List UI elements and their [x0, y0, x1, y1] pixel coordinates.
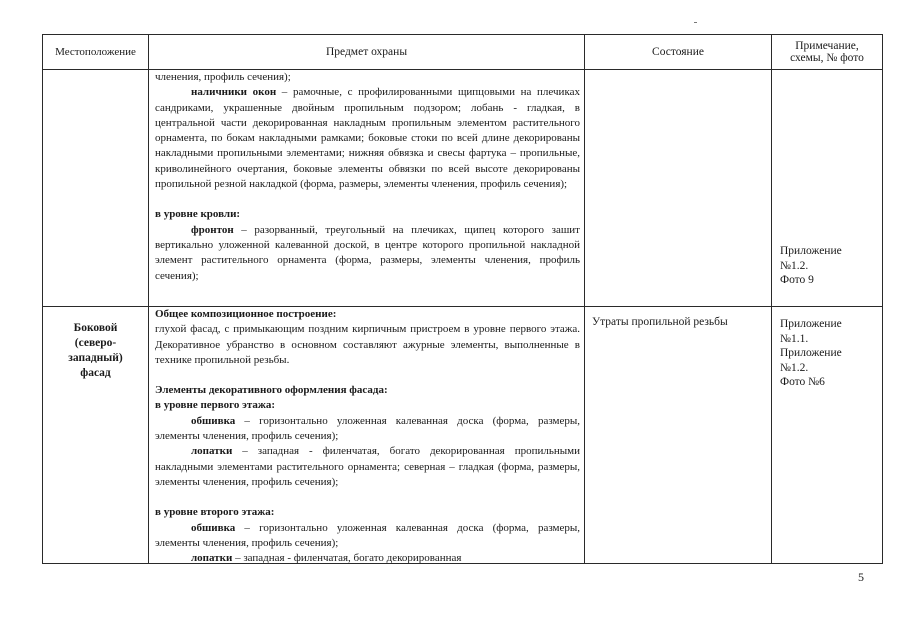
scan-mark [694, 22, 697, 23]
term-pilasters: лопатки [191, 445, 233, 458]
section-heading: Общее композиционное построение: [155, 308, 337, 320]
header-note-line2: схемы, № фото [790, 52, 864, 64]
subject-cell [149, 307, 585, 564]
state-text: Утраты пропильной резьбы [592, 316, 728, 328]
header-note-line1: Примечание, [795, 40, 859, 52]
protection-subject-table [42, 34, 883, 564]
term-pediment: фронтон [191, 223, 234, 236]
section-heading: в уровне первого этажа: [155, 399, 276, 412]
location-cell [43, 70, 149, 307]
header-note [772, 35, 883, 70]
subject-paragraph: глухой фасад, с примыкающим поздним кирпичным пристроем в уровне первого этажа. Декоративное убранство в основном составляют ажурные элементы, выполненные в технике пропильной резьбы. [155, 323, 580, 366]
state-cell [585, 70, 772, 307]
term-cladding: обшивка [191, 521, 236, 534]
section-heading: в уровне второго этажа: [155, 506, 275, 519]
subject-paragraph: обшивка – горизонтально уложенная калеванная доска (форма, размеры, элементы членения, профиль сечения); [155, 521, 580, 549]
subject-paragraph: членения, профиль сечения); [155, 71, 291, 83]
section-heading: в уровне кровли: [155, 208, 241, 221]
note-cell: Приложение №1.1. Приложение №1.2. Фото №6 [772, 307, 883, 564]
table-row [43, 307, 883, 564]
term-window-casings: наличники окон [191, 86, 277, 99]
subject-paragraph: наличники окон – рамочные, с профилированными щипцовыми на плечиках сандриками, украшенные двойным пропильным подзором; лобань - гладкая, в центральной части декорированная накладным пропильным элементом растительного орнамента, по бокам накладными рамками; боковые стоки по всей длине декорированы накладными пропильными элементами; нижняя обвязка и свесы фартука – пропильные, криволинейного очертания, боковые элементы обвязки по всей высоте декорированы пропильной резной накладкой (форма, размеры, элементы членения, профиль сечения); [155, 86, 580, 191]
term-pilasters: лопатки [191, 552, 233, 563]
state-cell [585, 307, 772, 564]
location-cell: Боковой (северо- западный) фасад [43, 307, 149, 564]
header-state: Состояние [585, 35, 772, 70]
subject-paragraph: лопатки – западная - филенчатая, богато декорированная пропильными накладными элементами растительного орнамента; северная – гладкая (форма, размеры, элементы членения, профиль сечения); [155, 445, 580, 488]
table-header-row [43, 35, 883, 70]
subject-cell [149, 70, 585, 307]
term-cladding: обшивка [191, 414, 236, 427]
subject-paragraph: обшивка – горизонтально уложенная калеванная доска (форма, размеры, элементы членения, профиль сечения); [155, 414, 580, 443]
header-location: Местоположение [43, 35, 149, 70]
page-number: 5 [858, 570, 864, 584]
subject-paragraph: фронтон – разорванный, треугольный на плечиках, щипец которого зашит вертикально уложенной калеванной доской, в центре которого пропильной накладной элемент растительного орнамента (форма, размеры, элементы членения, профиль сечения); [155, 223, 580, 282]
note-cell: Приложение №1.2. Фото 9 [772, 70, 883, 307]
section-heading: Элементы декоративного оформления фасада: [155, 384, 388, 397]
header-subject: Предмет охраны [149, 35, 585, 70]
table-row [43, 70, 883, 307]
subject-paragraph: лопатки – западная - филенчатая, богато декорированная [191, 552, 462, 563]
